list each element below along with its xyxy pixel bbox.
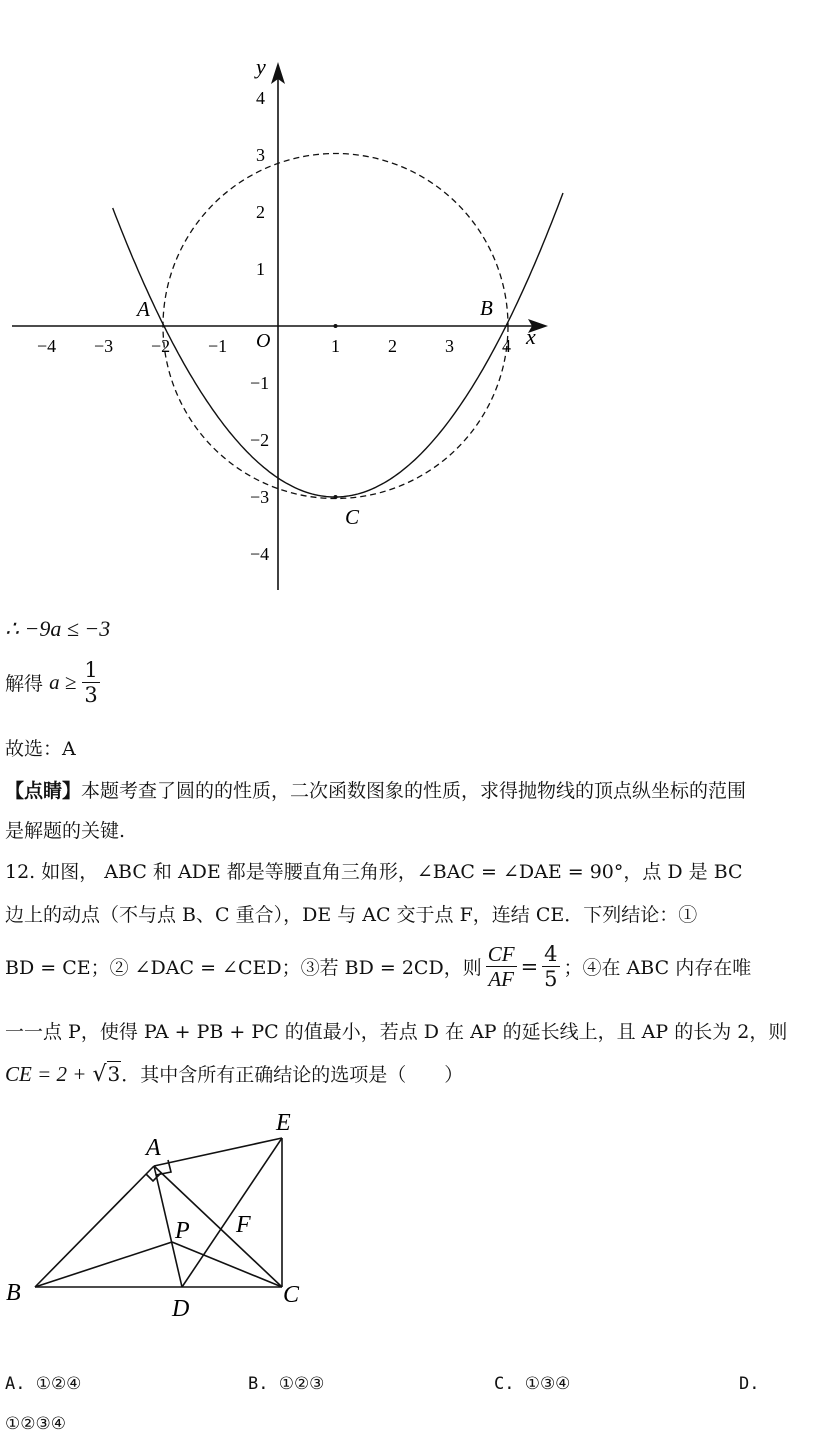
ratio-equals: = xyxy=(520,954,539,979)
option-a[interactable]: A. ①②④ xyxy=(5,1374,82,1394)
y-tick-label: −1 xyxy=(250,373,270,393)
y-tick-label: 3 xyxy=(256,145,265,165)
y-tick-label: −4 xyxy=(250,544,270,564)
question-line-3-a: BD = CE；② ∠DAC = ∠CED；③若 BD = 2CD，则 xyxy=(5,957,482,980)
triangle-label-e: E xyxy=(276,1110,291,1136)
y-tick-label: 4 xyxy=(256,88,265,108)
comment-text: 本题考查了圆的的性质，二次函数图象的性质，求得抛物线的顶点纵坐标的范围 xyxy=(81,780,747,802)
y-tick-label: −2 xyxy=(250,430,270,450)
origin-label: O xyxy=(256,330,271,352)
sqrt-radicand: 3 xyxy=(107,1062,121,1086)
x-tick-label: 3 xyxy=(445,336,454,356)
question-line-5-a: CE = 2 + xyxy=(5,1062,87,1086)
x-tick-labels xyxy=(37,336,511,356)
segment-de xyxy=(182,1138,282,1287)
question-line-1: 12. 如图， ABC 和 ADE 都是等腰直角三角形，∠BAC = ∠DAE = 90°，点 D 是 BC xyxy=(5,861,743,883)
x-tick-label: 4 xyxy=(502,336,511,356)
segment-bp xyxy=(35,1242,172,1287)
solution-inequality: ∴ −9a ≤ −3 xyxy=(5,616,111,641)
question-line-3 xyxy=(5,942,751,991)
segment-ab xyxy=(35,1166,154,1287)
ratio-value-denominator: 5 xyxy=(544,967,558,992)
triangle-label-c: C xyxy=(283,1282,300,1308)
solution-result-prefix: 解得 xyxy=(5,673,44,696)
y-tick-label: 2 xyxy=(256,202,265,222)
x-tick-label: −2 xyxy=(151,336,171,356)
option-d-value: ①②③④ xyxy=(5,1414,66,1434)
comment-line-1 xyxy=(5,776,746,803)
circle-center-dot xyxy=(334,324,338,328)
x-tick-label: −1 xyxy=(208,336,228,356)
solution-result xyxy=(5,658,100,707)
comment-line-2: 是解题的关键. xyxy=(5,820,126,842)
triangle-label-p: P xyxy=(175,1218,190,1244)
segment-ae xyxy=(154,1138,282,1166)
ratio-fraction xyxy=(486,942,517,991)
vertex-dot xyxy=(334,495,338,499)
point-a-label: A xyxy=(137,297,150,321)
right-angle-mark-dae xyxy=(156,1160,171,1175)
solution-answer: 故选：A xyxy=(5,738,76,760)
y-tick-label: 1 xyxy=(256,259,265,279)
segment-ac xyxy=(154,1166,282,1287)
solution-result-var: a ≥ xyxy=(49,670,77,695)
x-tick-label: −3 xyxy=(94,336,114,356)
comment-tag: 【点睛】 xyxy=(5,780,82,802)
fraction-numerator: 1 xyxy=(84,658,98,682)
x-tick-label: 2 xyxy=(388,336,397,356)
ratio-value-fraction xyxy=(542,942,559,991)
x-tick-label: −4 xyxy=(37,336,57,356)
question-line-2: 边上的动点（不与点 B、C 重合），DE 与 AC 交于点 F，连结 CE．下列结论：① xyxy=(5,904,698,926)
ratio-denominator: AF xyxy=(488,967,514,992)
y-axis-label: y xyxy=(256,54,266,79)
question-line-3-b: ；④在 ABC 内存在唯 xyxy=(563,957,752,980)
triangle-label-f: F xyxy=(236,1212,251,1238)
triangle-figure xyxy=(0,1100,340,1330)
question-line-5-b: ．其中含所有正确结论的选项是（ ） xyxy=(121,1064,464,1086)
sqrt-icon: √ xyxy=(92,1062,107,1087)
ratio-numerator: CF xyxy=(487,942,515,966)
solution-fraction xyxy=(82,658,99,707)
option-d[interactable]: D. xyxy=(739,1374,760,1394)
x-axis-label: x xyxy=(526,324,536,349)
triangle-label-b: B xyxy=(6,1280,21,1306)
triangle-label-d: D xyxy=(172,1296,190,1322)
fraction-denominator: 3 xyxy=(84,683,98,708)
segment-pc xyxy=(172,1242,282,1287)
x-tick-label: 1 xyxy=(331,336,340,356)
point-c-label: C xyxy=(345,505,360,529)
option-b[interactable]: B. ①②③ xyxy=(248,1374,325,1394)
point-b-label: B xyxy=(480,296,493,320)
question-line-4: 一一点 P，使得 PA + PB + PC 的值最小，若点 D 在 AP 的延长线上，且 AP 的长为 2，则 xyxy=(5,1021,788,1043)
option-c[interactable]: C. ①③④ xyxy=(494,1374,571,1394)
triangle-label-a: A xyxy=(146,1135,161,1161)
question-line-5 xyxy=(5,1060,463,1087)
y-tick-label: −3 xyxy=(250,487,270,507)
ratio-value-numerator: 4 xyxy=(544,942,558,966)
coordinate-graph xyxy=(0,50,831,600)
